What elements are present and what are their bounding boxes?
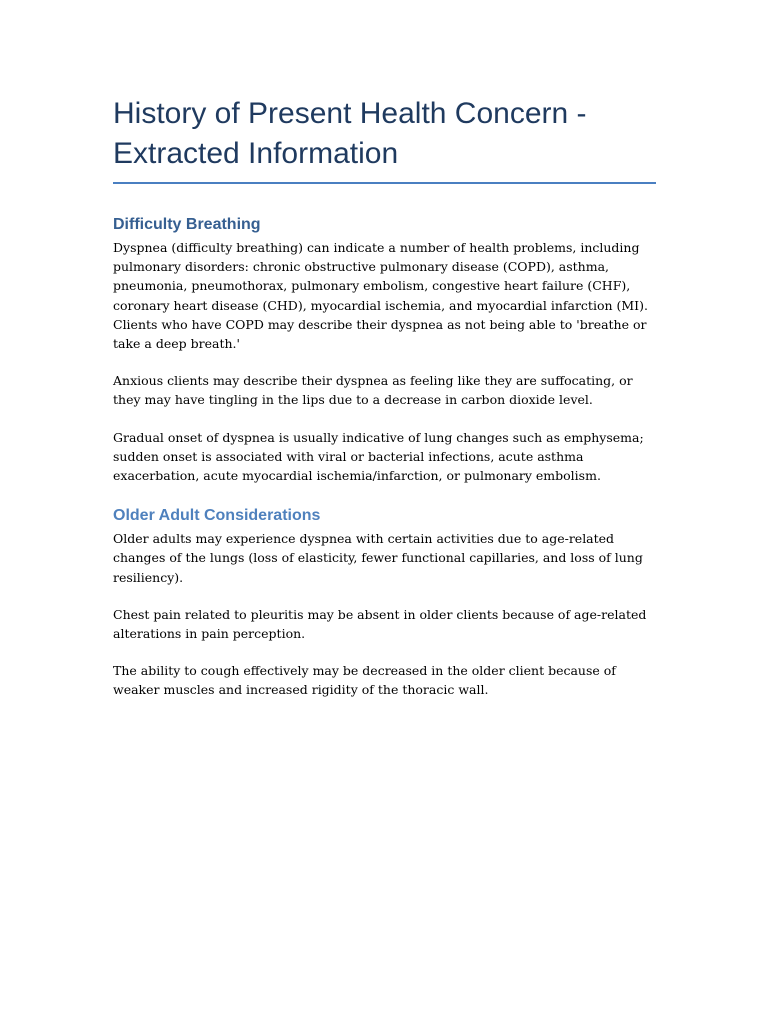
paragraph: Anxious clients may describe their dyspnea as feeling like they are suffocating, or they may have tingling in the lips due to a decrease in carbon dioxide level. <box>113 373 633 408</box>
paragraph: Gradual onset of dyspnea is usually indicative of lung changes such as emphysema; sudden onset is associated with viral or bacterial infections, acute asthma exacerbation, acute myocardial ischemia/infarction, or pulmonary embolism. <box>113 429 644 484</box>
paragraph: Dyspnea (difficulty breathing) can indicate a number of health problems, including pulmonary disorders: chronic obstructive pulmonary disease (COPD), asthma, pneumonia, pneumothorax, pulmonary embolism, congestive heart failure (CHF), coronary heart disease (CHD), myocardial ischemia, and myocardial infarction (MI). Clients who have COPD may describe their dyspnea as not being able to 'breathe or take a deep breath.' <box>113 240 648 352</box>
paragraph: The ability to cough effectively may be decreased in the older client because of weaker muscles and increased rigidity of the thoracic wall. <box>113 663 616 698</box>
section-heading-difficulty-breathing: Difficulty Breathing <box>113 216 261 233</box>
section-heading-older-adult-considerations: Older Adult Considerations <box>113 507 321 525</box>
paragraph: Chest pain related to pleuritis may be absent in older clients because of age-related alterations in pain perception. <box>113 606 647 642</box>
section-body-older-adult-considerations <box>113 529 656 699</box>
section-body-difficulty-breathing <box>113 238 656 485</box>
page-title: History of Present Health Concern - Extracted Information <box>113 94 656 184</box>
paragraph: Older adults may experience dyspnea with certain activities due to age-related changes of the lungs (loss of elasticity, fewer functional capillaries, and loss of lung resiliency). <box>113 531 643 585</box>
